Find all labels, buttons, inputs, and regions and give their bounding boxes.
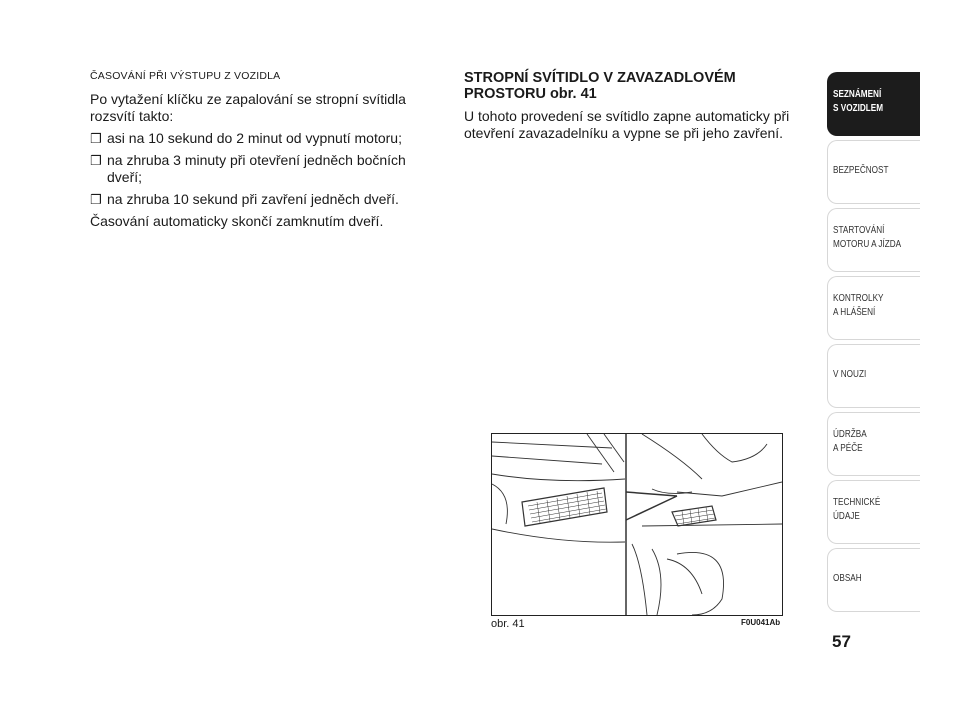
tab-label: A HLÁŠENÍ: [833, 306, 876, 318]
checkbox-bullet-icon: ❒: [90, 131, 102, 146]
figure-reference: obr. 41: [545, 86, 597, 102]
tab-label: SEZNÁMENÍ: [833, 88, 882, 100]
tab-label: BEZPEČNOST: [833, 164, 889, 176]
tab-label: S VOZIDLEM: [833, 102, 884, 114]
tab-obsah[interactable]: [827, 548, 920, 612]
intro-paragraph: Po vytažení klíčku ze zapalování se stropní svítidla rozsvítí takto:: [90, 91, 406, 124]
tab-startovani[interactable]: [827, 208, 920, 272]
tab-label: ÚDRŽBA: [833, 428, 867, 440]
tab-udrzba[interactable]: [827, 412, 920, 476]
subsection-heading: ČASOVÁNÍ PŘI VÝSTUPU Z VOZIDLA: [90, 70, 281, 82]
chapter-tabs: [827, 72, 920, 616]
tab-label: MOTORU A JÍZDA: [833, 238, 902, 250]
list-item: [90, 191, 425, 208]
tab-label: TECHNICKÉ: [833, 496, 881, 508]
list-item-text: asi na 10 sekund do 2 minut od vypnutí motoru;: [107, 130, 402, 146]
figure-caption: obr. 41: [491, 618, 525, 630]
tab-seznameni[interactable]: [827, 72, 920, 136]
section-title: [464, 70, 794, 102]
tab-label: V NOUZI: [833, 368, 867, 380]
checkbox-bullet-icon: ❒: [90, 192, 102, 207]
tab-label: A PÉČE: [833, 442, 863, 454]
page-number: 57: [832, 632, 851, 651]
tab-label: KONTROLKY: [833, 292, 884, 304]
list-item: [90, 130, 425, 147]
tab-technicke-udaje[interactable]: [827, 480, 920, 544]
right-column: [464, 70, 794, 147]
tab-label: STARTOVÁNÍ: [833, 224, 885, 236]
figure-code: F0U041Ab: [741, 618, 781, 627]
left-column: [90, 70, 425, 235]
section-body: U tohoto provedení se svítidlo zapne automaticky při otevření zavazadelníku a vypne se při jeho zavření.: [464, 108, 790, 141]
checkbox-bullet-icon: ❒: [90, 153, 102, 168]
closing-paragraph: Časování automaticky skončí zamknutím dveří.: [90, 213, 384, 229]
section-title-text: STROPNÍ SVÍTIDLO V ZAVAZADLOVÉM PROSTORU: [464, 70, 736, 102]
list-item-text: na zhruba 10 sekund při zavření jedněch dveří.: [107, 191, 399, 207]
list-item: [90, 152, 425, 186]
list-item-text: na zhruba 3 minuty při otevření jedněch bočních dveří;: [107, 152, 406, 185]
trunk-light-drawing: [492, 434, 782, 615]
figure-illustration: [491, 433, 783, 616]
tab-kontrolky[interactable]: [827, 276, 920, 340]
tab-v-nouzi[interactable]: [827, 344, 920, 408]
tab-label: ÚDAJE: [833, 510, 860, 522]
tab-bezpecnost[interactable]: [827, 140, 920, 204]
tab-label: OBSAH: [833, 572, 862, 584]
